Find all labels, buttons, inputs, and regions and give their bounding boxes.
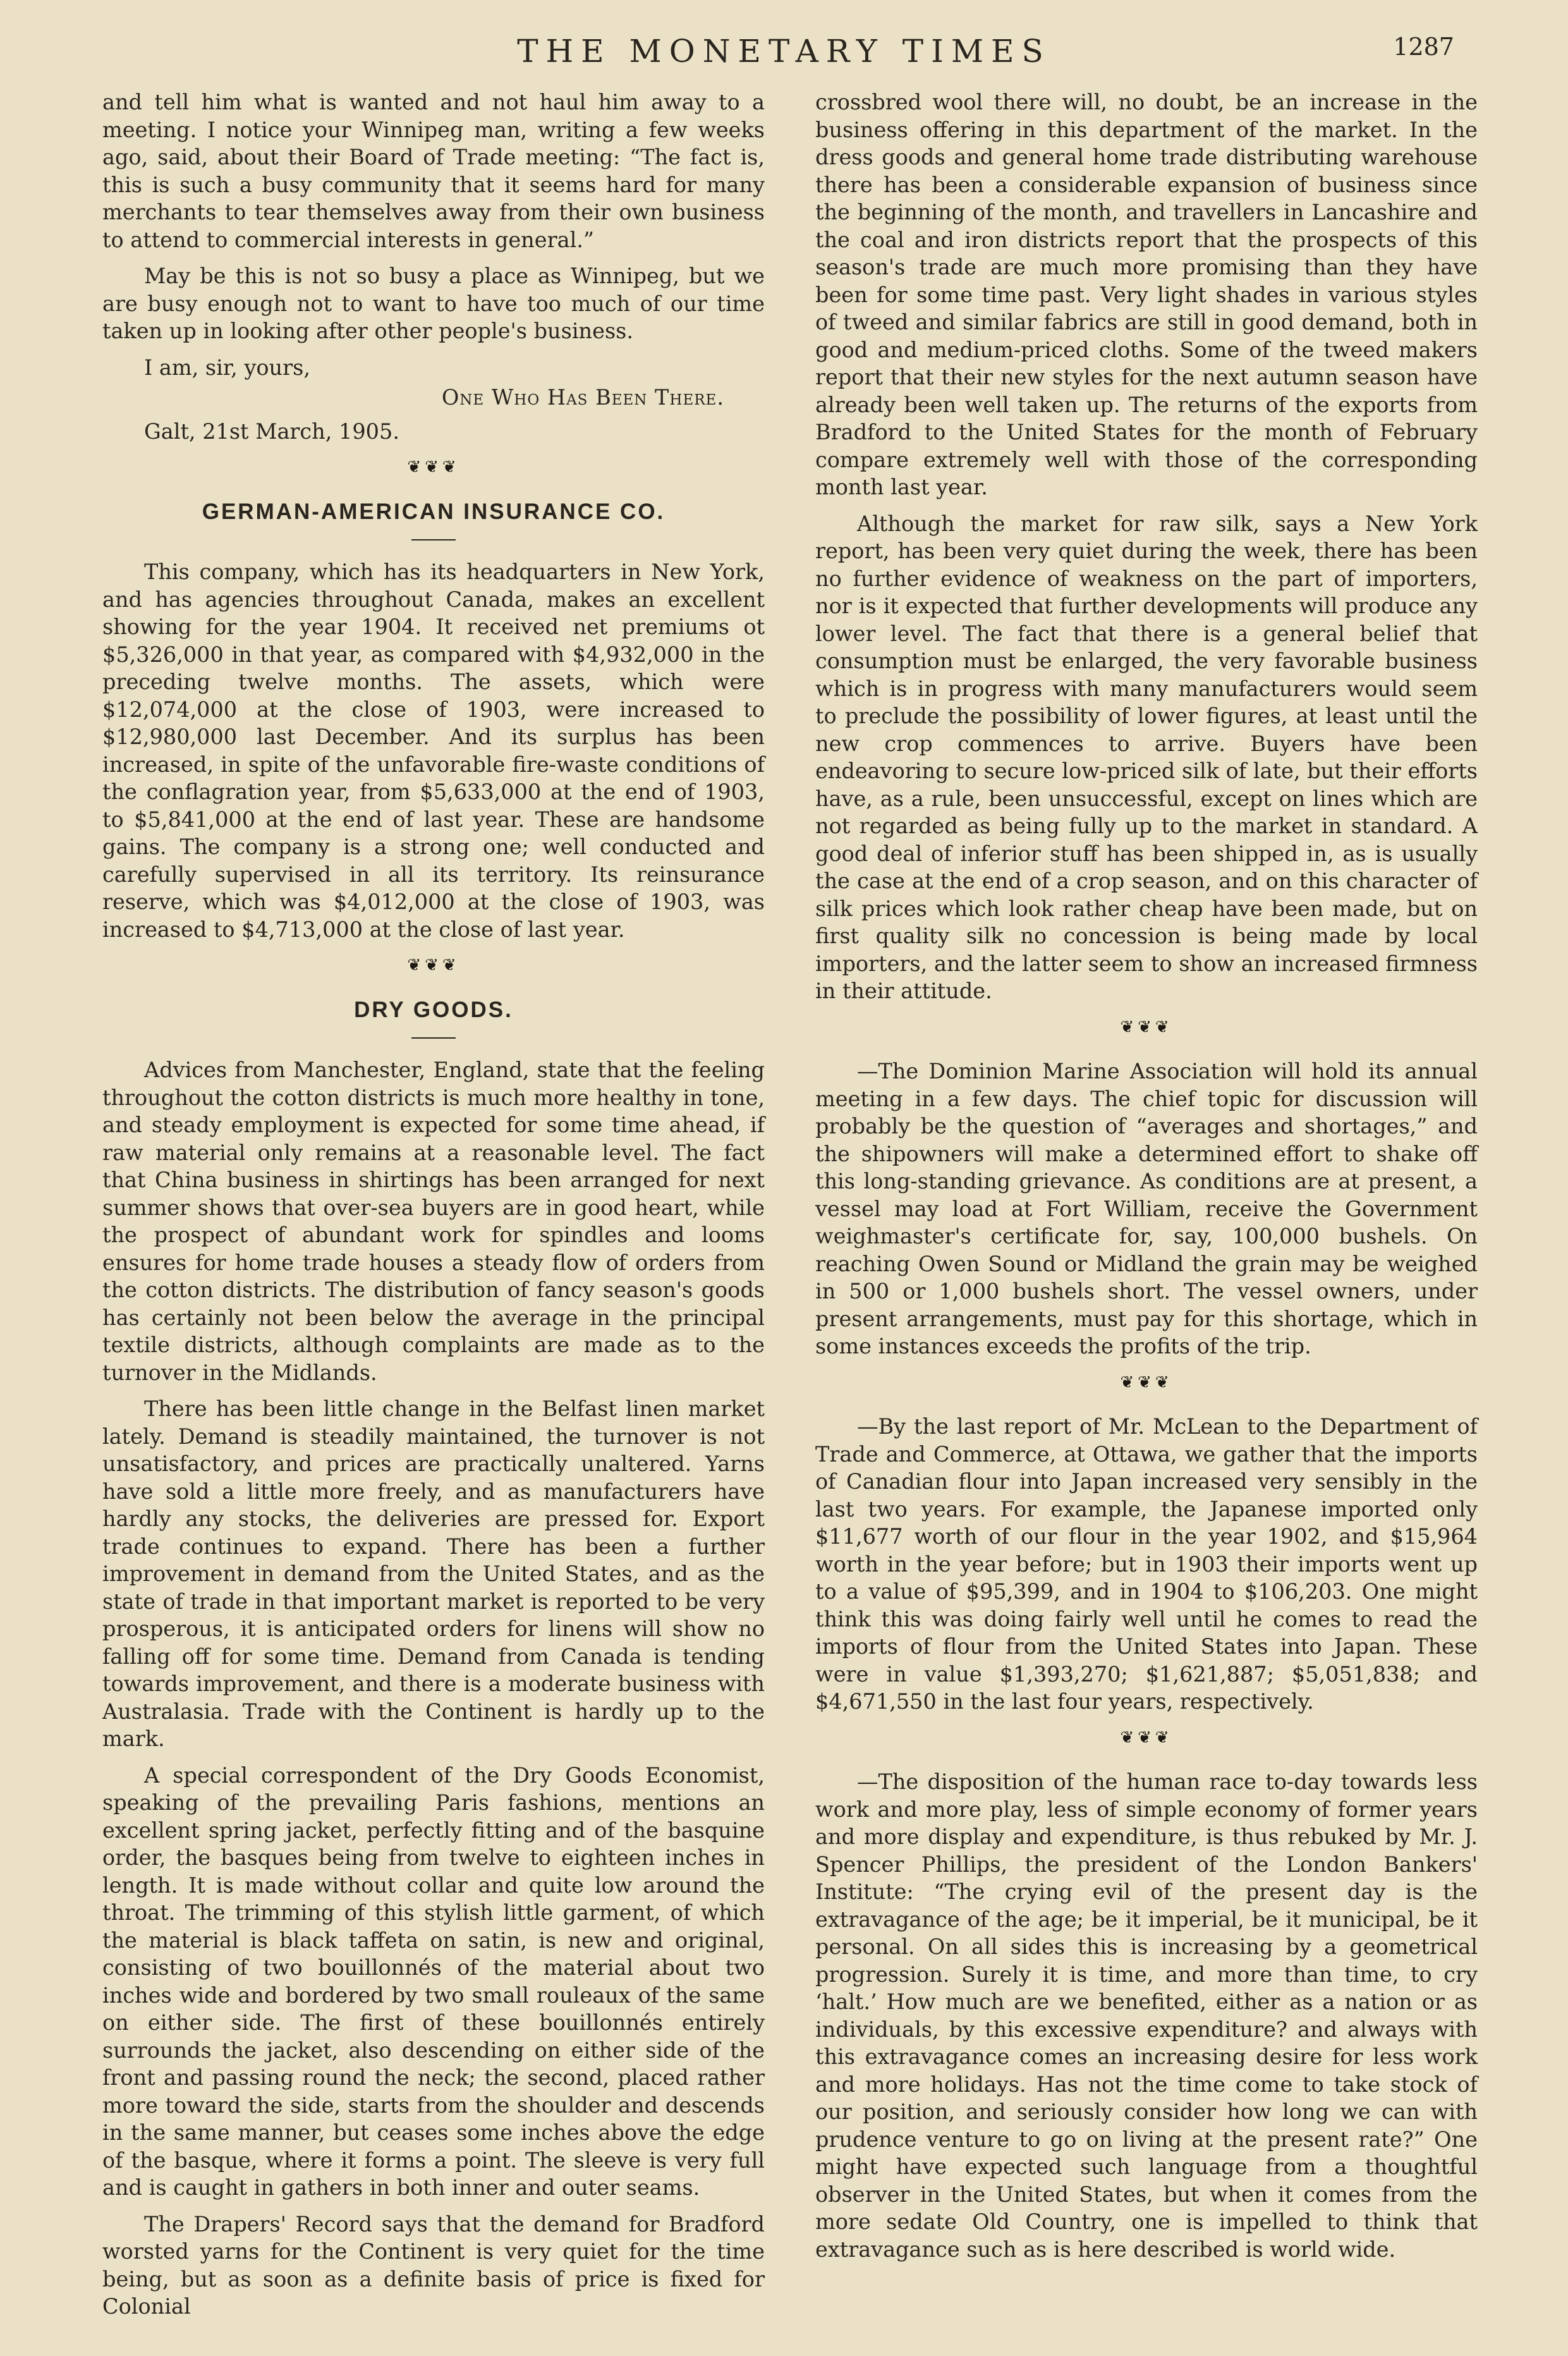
article-paragraph: A special correspondent of the Dry Goods Economist, speaking of the prevailing Paris fashions, mentions an excellent spring jacket, perfectly fitting and of the basquine order, the basques being from twelve to eighteen inches in length. It is made without collar and quite low around the throat. The trimming of this stylish little garment, of which the material is black taffeta on satin, is new and original, consisting of two bouillonnés of the material about two inches wide and bordered by two small rouleaux of the same on either side. The first of these bouillonnés entirely surrounds the jacket, also descending on either side of the front and passing round the neck; the second, placed rather more toward the side, starts from the shoulder and descends in the same manner, but ceases some inches above the edge of the basque, where it forms a point. The sleeve is very full and is caught in gathers in both inner and outer seams.	[102, 1762, 765, 2200]
letter-paragraph: May be this is not so busy a place as Winnipeg, but we are busy enough not to want to have too much of our time taken up in looking after other people's business.	[102, 264, 765, 343]
article-paragraph: The Drapers' Record says that the demand for Bradford worsted yarns for the Continent is very quiet for the time being, but as soon as a definite basis of price is fixed for Colonial	[102, 2211, 765, 2319]
article-paragraph: crossbred wool there will, no doubt, be an increase in the business offering in this department of the market. In the dress goods and general home trade distributing warehouse there has been a considerable expansion of business since the beginning of the month, and travellers in Lancashire and the coal and iron districts report that the prospects of this season's trade are much more promising than they have been for some time past. Very light shades in various styles of tweed and similar fabrics are still in good demand, both in good and medium-priced cloths. Some of the tweed makers report that their new styles for the next autumn season have already been well taken up. The returns of the exports from Bradford to the United States for the month of February compare extremely well with those of the corresponding month last year.	[815, 90, 1478, 499]
fleuron-icon: ❦❦❦	[407, 956, 460, 975]
section-ornament	[102, 952, 765, 980]
left-column	[102, 89, 765, 2329]
news-item: —The disposition of the human race to-day towards less work and more play, less of simple economy of former years and more display and expenditure, is thus rebuked by Mr. J. Spencer Phillips, the president of the London Bankers' Institute: “The crying evil of the present day is the extravagance of the age; be it imperial, be it municipal, be it personal. On all sides this is increasing by a geometrical progression. Surely it is time, and more than time, to cry ‘halt.’ How much are we benefited, either as a nation or as individuals, by this excessive expenditure? and always with this extravagance comes an increasing desire for less work and more holidays. Has not the time come to take stock of our position, and seriously consider how long we can with prudence venture to go on living at the present rate?” One might have expected such language from a thoughtful observer in the United States, but when it comes from the more sedate Old Country, one is impelled to think that extravagance such as is here described is world wide.	[815, 1769, 1478, 2262]
article-paragraph: There has been little change in the Belfast linen market lately. Demand is steadily maintained, the turnover is not unsatisfactory, and prices are practically unaltered. Yarns have sold a little more freely, and as manufacturers have hardly any stocks, the deliveries are pressed for. Export trade continues to expand. There has been a further improvement in demand from the United States, and as the state of trade in that important market is reported to be very prosperous, it is anticipated orders for linens will show no falling off for some time. Demand from Canada is tending towards improvement, and there is a moderate business with Australasia. Trade with the Continent is hardly up to the mark.	[102, 1396, 765, 1751]
article-paragraph: Advices from Manchester, England, state that the feeling throughout the cotton districts is much more healthy in tone, and steady employment is expected for some time ahead, if raw material only remains at a reasonable level. The fact that China business in shirtings has been arranged for next summer shows that over-sea buyers are in good heart, while the prospect of abundant work for spindles and looms ensures for home trade houses a steady flow of orders from the cotton districts. The distribution of fancy season's goods has certainly not been below the average in the principal textile districts, although complaints are made as to the turnover in the Midlands.	[102, 1058, 765, 1385]
fleuron-icon: ❦❦❦	[407, 458, 460, 477]
letter-paragraph: and tell him what is wanted and not haul him away to a meeting. I notice your Winnipeg man, writing a few weeks ago, said, about their Board of Trade meeting: “The fact is, this is such a busy community that it seems hard for many merchants to tear themselves away from their own business to attend to commercial interests in general.”	[102, 90, 765, 252]
article-heading: DRY GOODS.	[354, 997, 513, 1022]
heading-rule	[411, 1037, 456, 1039]
news-item: —By the last report of Mr. McLean to the Department of Trade and Commerce, at Ottawa, we gather that the imports of Canadian flour into Japan increased very sensibly in the last two years. For example, the Japanese imported only $11,677 worth of our flour in the year 1902, and $15,964 worth in the year before; but in 1903 their imports went up to a value of $95,399, and in 1904 to $106,203. One might think this was doing fairly well until he comes to read the imports of flour from the United States into Japan. These were in value $1,393,270; $1,621,887; $5,051,838; and $4,671,550 in the last four years, respectively.	[815, 1414, 1478, 1714]
article-paragraph: This company, which has its headquarters in New York, and has agencies throughout Canada, makes an excellent showing for the year 1904. It received net premiums ot $5,326,000 in that year, as compared with $4,932,000 in the preceding twelve months. The assets, which were $12,074,000 at the close of 1903, were increased to $12,980,000 last December. And its surplus has been increased, in spite of the unfavorable fire-waste conditions of the conflagration year, from $5,633,000 at the end of 1903, to $5,841,000 at the end of last year. These are handsome gains. The company is a strong one; well conducted and carefully supervised in all its territory. Its reinsurance reserve, which was $4,012,000 at the close of 1903, was increased to $4,713,000 at the close of last year.	[102, 559, 765, 942]
fleuron-icon: ❦❦❦	[1120, 1017, 1173, 1037]
heading-rule	[411, 539, 456, 540]
article-heading: GERMAN-AMERICAN INSURANCE CO.	[202, 499, 665, 524]
fleuron-icon: ❦❦❦	[1120, 1372, 1173, 1392]
news-item: —The Dominion Marine Association will hold its annual meeting in a few days. The chief topic for discussion will probably be the question of “averages and shortages,” and the shipowners will make a determined effort to shake off this long-standing grievance. As conditions are at present, a vessel may load at Fort William, receive the Government weighmaster's certificate for, say, 100,000 bushels. On reaching Owen Sound or Midland the grain may be weighed in 500 or 1,000 bushels short. The vessel owners, under present arrangements, must pay for this shortage, which in some instances exceeds the profits of the trip.	[815, 1059, 1478, 1358]
section-ornament	[815, 1014, 1478, 1042]
page-number: 1287	[1393, 33, 1454, 61]
letter-dateline: Galt, 21st March, 1905.	[144, 418, 399, 444]
section-ornament	[815, 1724, 1478, 1752]
right-column	[815, 89, 1478, 2272]
section-ornament	[102, 454, 765, 482]
letter-signature: One Who Has Been There.	[441, 385, 724, 410]
section-ornament	[815, 1369, 1478, 1397]
masthead-title: THE MONETARY TIMES	[517, 33, 1051, 70]
fleuron-icon: ❦❦❦	[1120, 1728, 1173, 1747]
article-paragraph: Although the market for raw silk, says a New York report, has been very quiet during the week, there has been no further evidence of weakness on the part of importers, nor is it expected that further developments will produce any lower level. The fact that there is a general belief that consumption must be enlarged, the very favorable business which is in progress with many manufacturers would seem to preclude the possibility of lower figures, at least until the new crop commences to arrive. Buyers have been endeavoring to secure low-priced silk of late, but their efforts have, as a rule, been unsuccessful, except on lines which are not regarded as being fully up to the market in standard. A good deal of inferior stuff has been shipped in, as is usually the case at the end of a crop season, and on this character of silk prices which look rather cheap have been made, but on first quality silk no concession is being made by local importers, and the latter seem to show an increased firmness in their attitude.	[815, 511, 1478, 1003]
letter-closing: I am, sir, yours,	[144, 355, 310, 380]
